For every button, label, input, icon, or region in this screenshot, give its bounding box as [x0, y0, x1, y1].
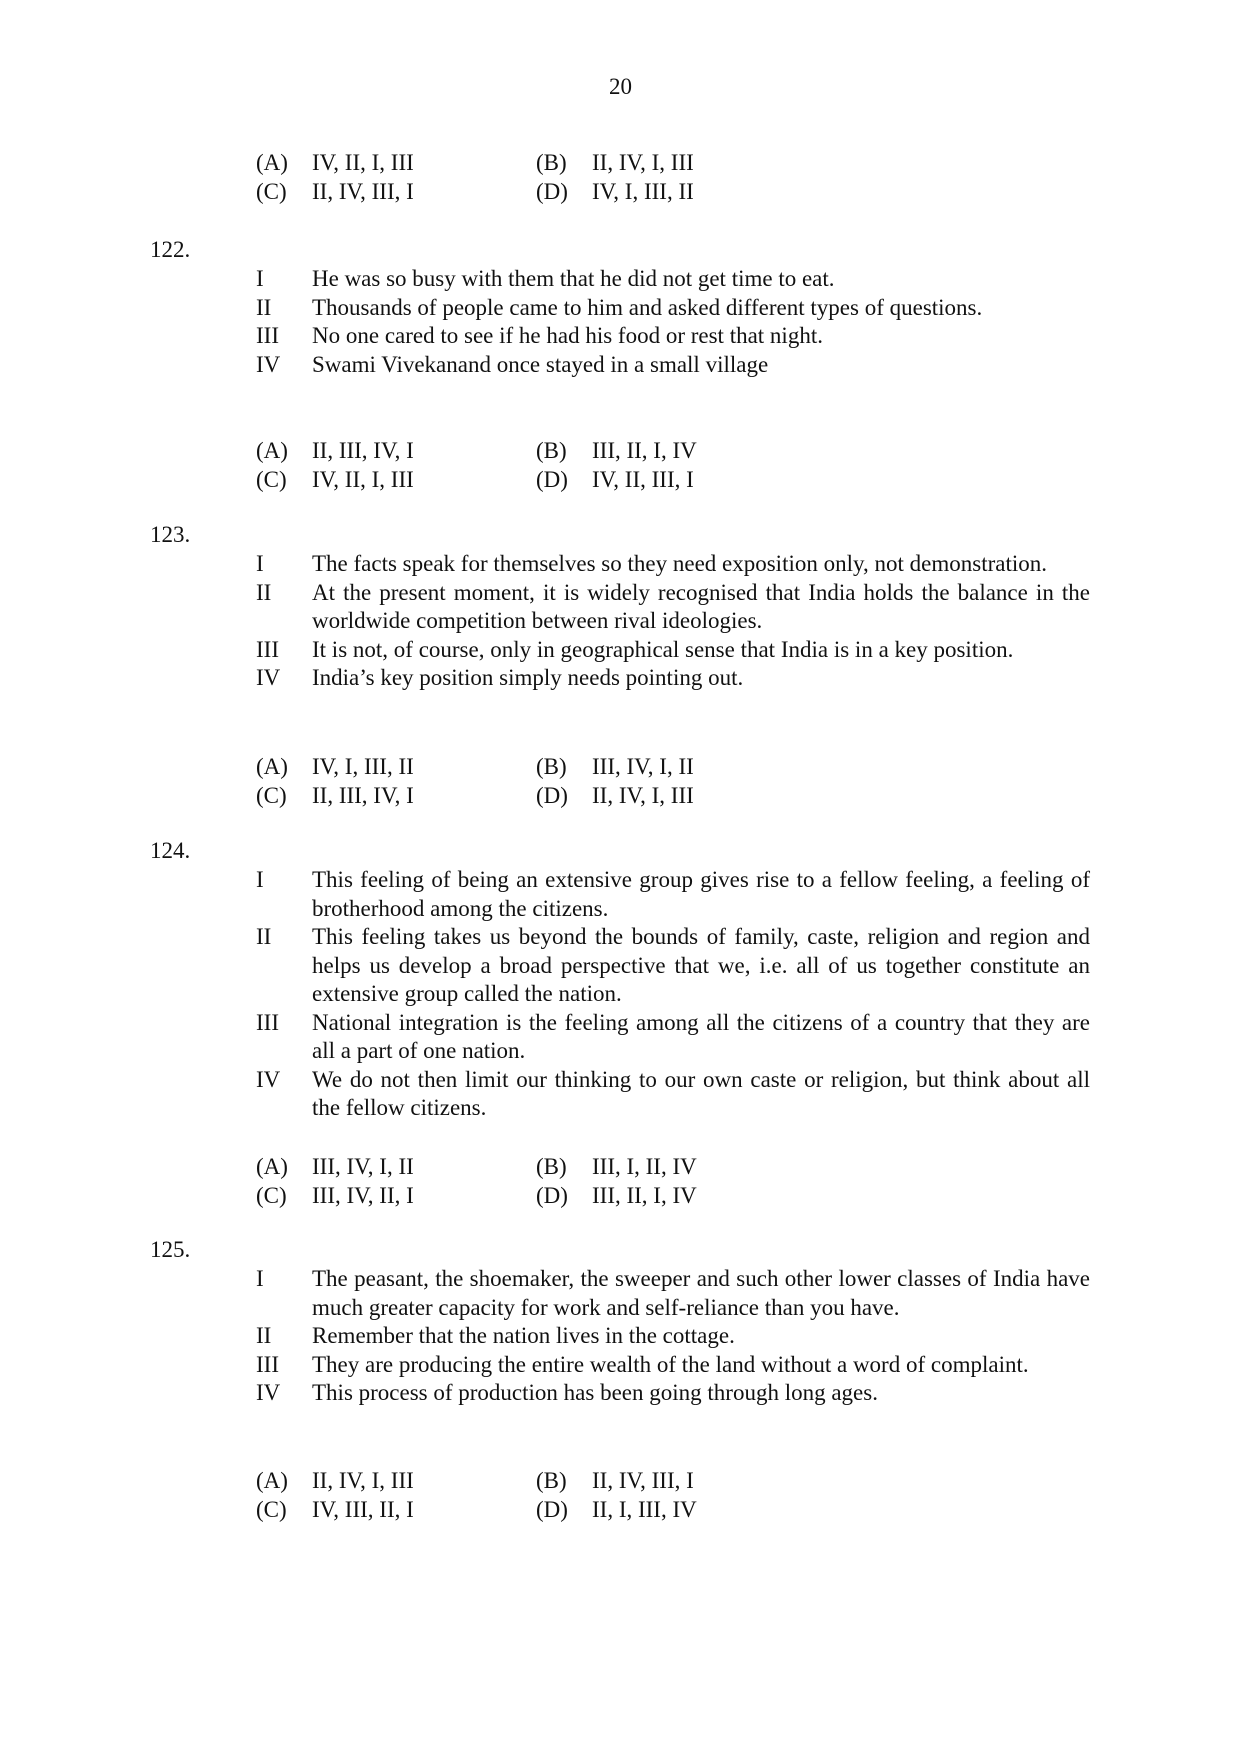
question-125-statements [256, 1265, 1090, 1408]
option-row [256, 465, 816, 494]
question-number-123: 123. [150, 522, 191, 547]
question-124-statements [256, 866, 1090, 1123]
option-d: (D) III, II, I, IV [536, 1183, 697, 1208]
option-c: (C) II, III, IV, I [256, 783, 414, 808]
option-c: (C) IV, III, II, I [256, 1497, 414, 1522]
option-a: (A) IV, II, I, III [256, 150, 414, 175]
statement-ii: II Thousands of people came to him and asked different types of questions. [256, 294, 983, 320]
question-125-options [256, 1466, 816, 1524]
statement-ii: II Remember that the nation lives in the cottage. [256, 1323, 735, 1348]
option-row [256, 1466, 816, 1495]
option-row [256, 436, 816, 465]
option-b: (B) III, II, I, IV [536, 438, 697, 463]
question-122-statements [256, 265, 1090, 379]
page-number: 20 [609, 74, 632, 99]
option-b: (B) III, IV, I, II [536, 754, 694, 779]
statement-i: I This feeling of being an extensive group gives rise to a fellow feeling, a feeling of brotherhood among the citizens. [256, 867, 1090, 921]
option-c: (C) IV, II, I, III [256, 467, 414, 492]
statement-i: I He was so busy with them that he did not get time to eat. [256, 266, 835, 291]
statement-iii: III No one cared to see if he had his food or rest that night. [256, 323, 823, 348]
question-number-122: 122. [150, 237, 191, 262]
option-row [256, 752, 816, 781]
statement-ii: II This feeling takes us beyond the bounds of family, caste, religion and region and helps us develop a broad perspective that we, i.e. all of us together constitute an extensive group called the nation. [256, 924, 1090, 1006]
option-b: (B) II, IV, I, III [536, 150, 694, 175]
question-number-125: 125. [150, 1237, 191, 1262]
option-b: (B) II, IV, III, I [536, 1468, 694, 1493]
option-a: (A) II, IV, I, III [256, 1468, 414, 1493]
question-123-options [256, 752, 816, 810]
option-d: (D) II, IV, I, III [536, 783, 694, 808]
option-d: (D) II, I, III, IV [536, 1497, 697, 1522]
option-b: (B) III, I, II, IV [536, 1154, 697, 1179]
option-d: (D) IV, II, III, I [536, 467, 694, 492]
question-124-options [256, 1152, 816, 1210]
option-row [256, 781, 816, 810]
option-a: (A) IV, I, III, II [256, 754, 414, 779]
statement-iii: III National integration is the feeling among all the citizens of a country that they are all a part of one nation. [256, 1009, 1090, 1063]
option-c: (C) II, IV, III, I [256, 179, 414, 204]
option-d: (D) IV, I, III, II [536, 179, 694, 204]
statement-iii: III It is not, of course, only in geographical sense that India is in a key position. [256, 636, 1014, 662]
question-122-options [256, 436, 816, 494]
statement-ii: II At the present moment, it is widely recognised that India holds the balance in the worldwide competition between rival ideologies. [256, 579, 1090, 633]
option-row [256, 177, 816, 206]
statement-iv: IV We do not then limit our thinking to our own caste or religion, but think about all the fellow citizens. [256, 1066, 1090, 1120]
option-a: (A) II, III, IV, I [256, 438, 414, 463]
statement-iv: IV India’s key position simply needs pointing out. [256, 665, 744, 690]
statement-iii: III They are producing the entire wealth of the land without a word of complaint. [256, 1351, 1029, 1377]
option-a: (A) III, IV, I, II [256, 1154, 414, 1179]
question-number-124: 124. [150, 838, 191, 863]
option-c: (C) III, IV, II, I [256, 1183, 414, 1208]
option-row [256, 148, 816, 177]
statement-iv: IV This process of production has been going through long ages. [256, 1380, 878, 1405]
statement-i: I The peasant, the shoemaker, the sweeper and such other lower classes of India have much greater capacity for work and self-reliance than you have. [256, 1266, 1090, 1320]
option-row [256, 1152, 816, 1181]
prev-options [256, 148, 816, 206]
option-row [256, 1181, 816, 1210]
option-row [256, 1495, 816, 1524]
statement-iv: IV Swami Vivekanand once stayed in a small village [256, 351, 769, 377]
statement-i: I The facts speak for themselves so they need exposition only, not demonstration. [256, 551, 1047, 576]
question-123-statements [256, 550, 1090, 693]
